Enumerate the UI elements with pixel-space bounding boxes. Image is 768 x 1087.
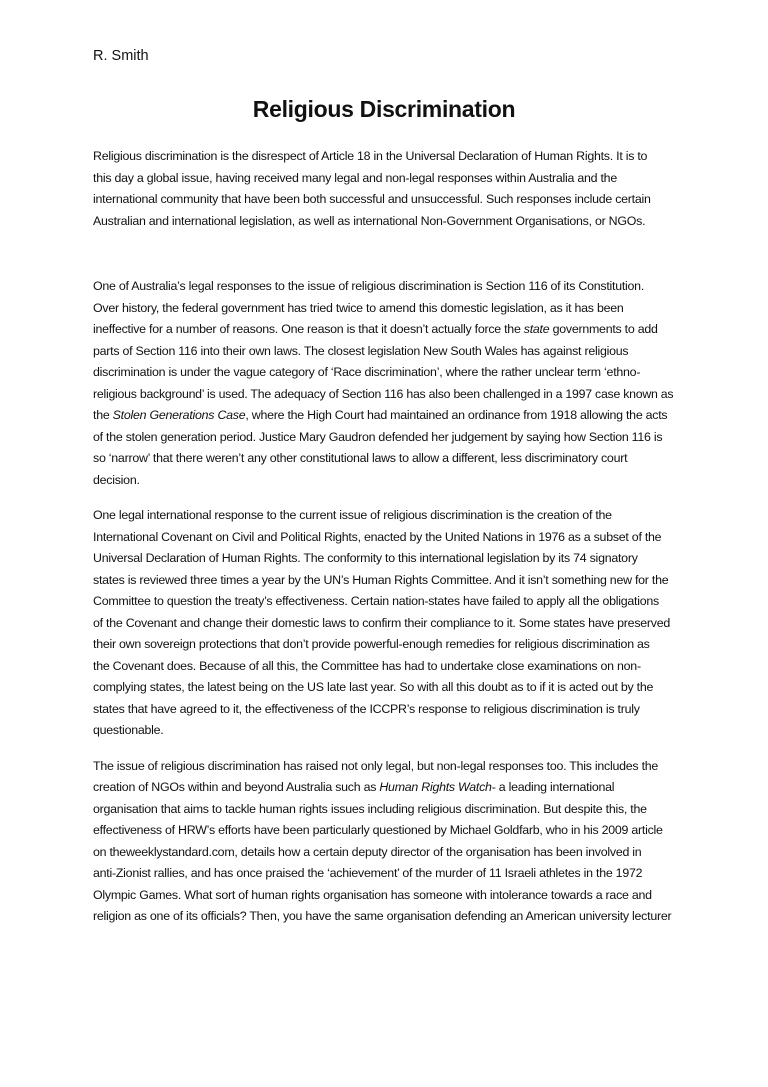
italic-text: state [523,322,550,336]
paragraph-section-116 [93,276,673,491]
document-title: Religious Discrimination [252,96,516,122]
text-line: of the stolen generation period. Justice Mary Gaudron defended her judgement by saying how Section 116 is [93,429,663,444]
text-line: this day a global issue, having received many legal and non-legal responses within Australia and the [93,170,617,185]
text-line [93,319,673,341]
paragraph-intro [93,146,673,232]
text-line: so ‘narrow’ that there weren’t any other constitutional laws to allow a different, less discriminatory court [93,451,628,465]
text-segment: - a leading international [491,780,615,794]
text-segment: ineffective for a number of reasons. One reason is that it doesn’t actually force the [93,322,524,336]
italic-text: Human Rights Watch [379,780,492,794]
text-line: their own sovereign protections that don’t provide powerful-enough remedies for religious discrimination as [93,637,650,651]
text-line: Over history, the federal government has tried twice to amend this domestic legislation, as it has been [93,300,624,315]
text-line [93,405,673,427]
text-line: Religious discrimination is the disrespect of Article 18 in the Universal Declaration of Human Rights. It is to [93,149,648,163]
text-line: religious background’ is used. The adequacy of Section 116 has also been challenged in a 1997 case known as [93,386,674,401]
author-name: R. Smith [93,48,149,64]
text-line: of the Covenant and change their domestic laws to confirm their compliance to it. Some states have preserved [93,615,671,630]
text-line: parts of Section 116 into their own laws. The closest legislation New South Wales has against religious [93,343,629,358]
paragraph-iccpr [93,505,673,742]
text-line: the Covenant does. Because of all this, the Committee has had to undertake close examinations on non- [93,658,641,673]
text-line: on theweeklystandard.com, details how a certain deputy director of the organisation has been involved in [93,844,642,859]
italic-text: Stolen Generations Case [112,408,246,422]
text-segment: governments to add [549,322,658,336]
text-segment: , where the High Court had maintained an ordinance from 1918 allowing the acts [245,408,668,422]
text-line: Australian and international legislation, as well as international Non-Government Organisations, or NGOs. [93,213,646,228]
text-line: states is reviewed three times a year by the UN’s Human Rights Committee. And it isn’t something new for the [93,572,669,587]
text-line: effectiveness of HRW’s efforts have been particularly questioned by Michael Goldfarb, who in his 2009 article [93,823,663,837]
paragraph-ngos [93,756,673,928]
text-line: anti-Zionist rallies, and has once praised the ‘achievement’ of the murder of 11 Israeli athletes in the 1972 [93,866,643,880]
text-line: One legal international response to the current issue of religious discrimination is the creation of the [93,508,612,522]
text-line: International Covenant on Civil and Political Rights, enacted by the United Nations in 1976 as a subset of the [93,529,662,544]
text-line: decision. [93,472,140,487]
text-line: Olympic Games. What sort of human rights organisation has someone with intolerance towards a race and [93,887,652,902]
text-line: states that have agreed to it, the effectiveness of the ICCPR’s response to religious discrimination is truly [93,701,640,716]
text-segment: creation of NGOs within and beyond Australia such as [93,780,380,794]
text-line: international community that have been both successful and unsuccessful. Such responses include certain [93,192,651,206]
text-line: organisation that aims to tackle human rights issues including religious discrimination. But despite this, the [93,801,647,816]
text-line: discrimination is under the vague category of ‘Race discrimination’, where the rather unclear term ‘ethno- [93,365,641,379]
document-body [93,146,673,928]
text-line: religion as one of its officials? Then, you have the same organisation defending an American university lecturer [93,909,672,923]
text-line: questionable. [93,723,164,737]
text-line: The issue of religious discrimination has raised not only legal, but non-legal responses too. This includes the [93,758,659,773]
text-line: Universal Declaration of Human Rights. The conformity to this international legislation by its 74 signatory [93,551,638,565]
text-line: One of Australia’s legal responses to the issue of religious discrimination is Section 116 of its Constitution. [93,279,645,293]
text-line [93,777,673,799]
text-line: Committee to question the treaty’s effectiveness. Certain nation-states have failed to apply all the obligations [93,594,659,608]
text-segment: the [93,408,113,422]
text-line: complying states, the latest being on the US late last year. So with all this doubt as to if it is acted out by the [93,680,654,694]
